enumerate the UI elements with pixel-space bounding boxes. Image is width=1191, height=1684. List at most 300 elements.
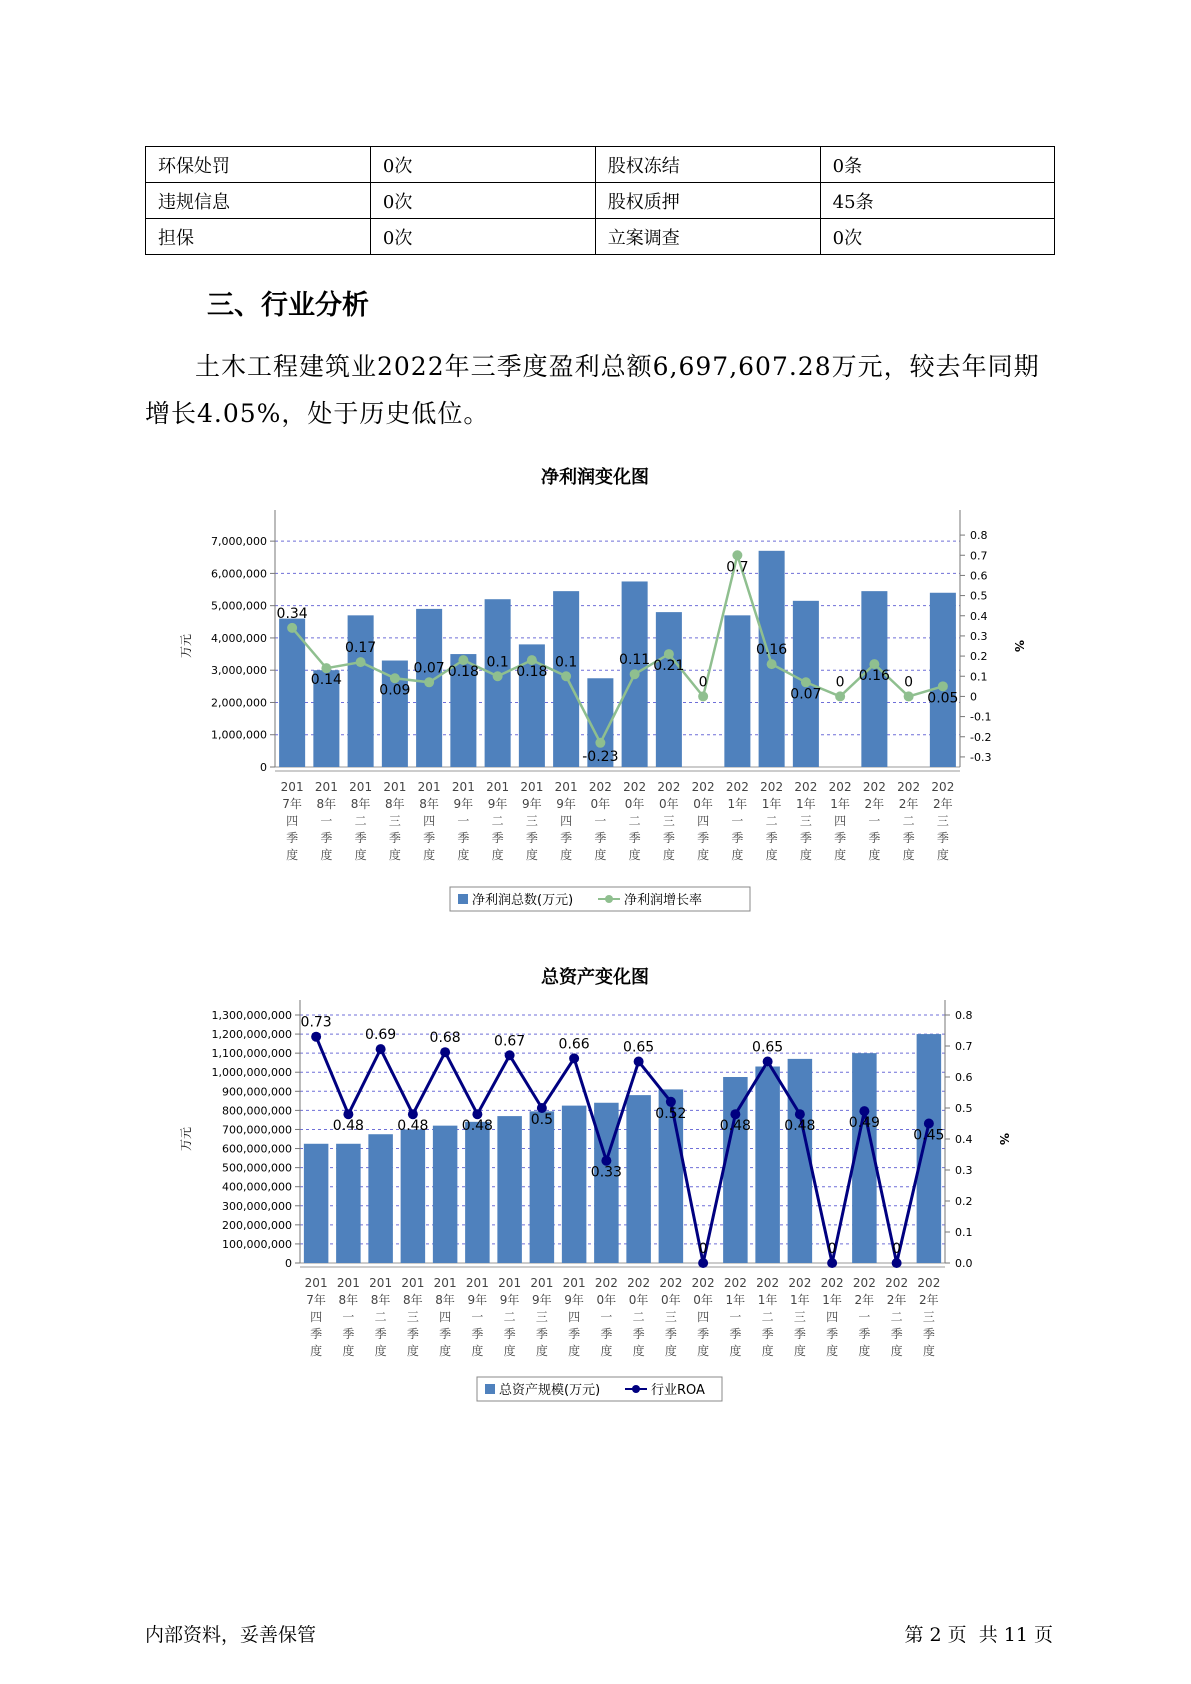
x-tick-label-part: 四 xyxy=(697,814,710,828)
x-tick-label-part: 季 xyxy=(628,831,641,845)
x-tick-label-part: 度 xyxy=(423,848,436,862)
x-tick-label-part: 8年 xyxy=(338,1293,359,1307)
table-label-cell: 环保处罚 xyxy=(146,147,371,183)
table-value-cell: 0次 xyxy=(370,147,595,183)
x-tick-label-part: 度 xyxy=(503,1344,516,1358)
x-tick-label-part: 季 xyxy=(890,1327,903,1341)
data-label: 0.16 xyxy=(756,642,788,659)
x-tick-label-part: 二 xyxy=(765,814,778,828)
x-tick-label-part: 季 xyxy=(525,831,538,845)
x-tick-label-part: 二 xyxy=(354,814,367,828)
x-tick-label-part: 三 xyxy=(664,1310,677,1324)
x-tick-label-part: 202 xyxy=(885,1276,909,1290)
x-tick-label-part: 度 xyxy=(439,1344,452,1358)
x-tick-label-part: 202 xyxy=(659,1276,683,1290)
x-tick-label-part: 季 xyxy=(560,831,573,845)
data-label: 0.52 xyxy=(655,1105,687,1122)
x-tick-label xyxy=(917,1276,940,1358)
x-tick-label-part: 四 xyxy=(697,1310,710,1324)
x-tick-label-part: 1年 xyxy=(830,797,850,811)
x-tick-label-part: 二 xyxy=(632,1310,645,1324)
x-tick-label xyxy=(756,1276,779,1358)
table-row xyxy=(146,219,1055,255)
x-tick-label-part: 201 xyxy=(349,780,373,794)
y2-tick-label: 0.5 xyxy=(970,589,988,603)
table-value-cell: 0次 xyxy=(820,219,1054,255)
data-label: 0.1 xyxy=(554,654,578,671)
x-tick-label xyxy=(452,780,475,862)
line-point xyxy=(763,1057,773,1067)
x-tick-label-part: 1年 xyxy=(790,1293,810,1307)
x-tick-label-part: 一 xyxy=(868,814,881,828)
x-tick-label-part: 202 xyxy=(691,780,715,794)
x-tick-label-part: 季 xyxy=(799,831,812,845)
x-tick-label-part: 一 xyxy=(731,814,744,828)
line-point xyxy=(698,1258,708,1268)
x-tick-label xyxy=(305,1276,328,1358)
table-value-cell: 45条 xyxy=(820,183,1054,219)
legend-line-marker xyxy=(632,1385,640,1393)
x-tick-label-part: 度 xyxy=(525,848,538,862)
x-tick-label-part: 201 xyxy=(304,1276,328,1290)
x-tick-label-part: 季 xyxy=(936,831,949,845)
x-tick-label-part: 9年 xyxy=(564,1293,584,1307)
bar xyxy=(626,1095,651,1263)
x-tick-label xyxy=(788,1276,811,1358)
x-tick-label-part: 201 xyxy=(520,780,544,794)
data-label: 0.68 xyxy=(429,1030,461,1047)
bar xyxy=(433,1126,458,1263)
x-tick-label-part: 8年 xyxy=(370,1293,391,1307)
x-tick-label-part: 8年 xyxy=(316,797,337,811)
x-tick-label-part: 四 xyxy=(834,814,847,828)
x-tick-label-part: 度 xyxy=(799,848,812,862)
data-label: 0.48 xyxy=(719,1118,751,1135)
line-point xyxy=(561,671,571,681)
y2-tick-label: 0.6 xyxy=(955,1071,973,1084)
x-tick-label-part: 度 xyxy=(697,1344,710,1358)
x-tick-label xyxy=(498,1276,521,1358)
x-tick-label-part: 1年 xyxy=(822,1293,842,1307)
x-tick-label-part: 四 xyxy=(826,1310,839,1324)
y-tick-label: 0 xyxy=(285,1257,292,1270)
x-tick-label-part: 201 xyxy=(530,1276,554,1290)
x-tick-label-part: 202 xyxy=(657,780,681,794)
bar xyxy=(594,1103,619,1263)
data-label: 0.16 xyxy=(858,668,890,685)
x-tick-label xyxy=(589,780,612,862)
y-tick-label: 1,000,000,000 xyxy=(211,1066,292,1080)
x-tick-label-part: 度 xyxy=(731,848,744,862)
x-tick-label-part: 四 xyxy=(423,814,436,828)
y2-tick-label: 0.8 xyxy=(955,1009,973,1022)
x-tick-label-part: 201 xyxy=(486,780,510,794)
x-tick-label xyxy=(794,780,817,862)
y2-tick-label: 0.3 xyxy=(970,629,988,643)
y2-tick-label: 0.4 xyxy=(955,1133,973,1146)
x-tick-label-part: 度 xyxy=(354,848,367,862)
x-tick-label-part: 201 xyxy=(369,1276,393,1290)
x-tick-label-part: 季 xyxy=(388,831,401,845)
x-tick-label-part: 季 xyxy=(697,1327,710,1341)
x-tick-label-part: 202 xyxy=(852,1276,876,1290)
line-point xyxy=(440,1047,450,1057)
line-point xyxy=(630,669,640,679)
bar xyxy=(497,1116,522,1263)
data-label: 0.7 xyxy=(726,559,749,576)
x-tick-label xyxy=(885,1276,908,1358)
x-tick-label xyxy=(821,1276,844,1358)
x-tick-label xyxy=(520,780,543,862)
x-tick-label-part: 度 xyxy=(342,1344,355,1358)
x-tick-label-part: 二 xyxy=(902,814,915,828)
x-tick-label-part: 1年 xyxy=(725,1293,746,1307)
x-tick-label xyxy=(726,780,749,862)
y2-tick-label: 0.7 xyxy=(955,1040,973,1053)
x-tick-label-part: 201 xyxy=(336,1276,360,1290)
x-tick-label-part: 度 xyxy=(826,1344,839,1358)
x-tick-label xyxy=(692,780,715,862)
x-tick-label-part: 201 xyxy=(401,1276,425,1290)
x-tick-label-part: 7年 xyxy=(306,1293,326,1307)
x-tick-label-part: 8年 xyxy=(385,797,405,811)
data-label: 0 xyxy=(835,674,845,691)
legend-bar-label: 总资产规模(万元) xyxy=(499,1383,601,1398)
x-tick-label-part: 度 xyxy=(491,848,504,862)
y-tick-label: 300,000,000 xyxy=(222,1199,292,1213)
bar xyxy=(304,1144,329,1263)
x-tick-label-part: 二 xyxy=(503,1310,516,1324)
table-label-cell: 股权冻结 xyxy=(595,147,820,183)
y2-tick-label: 0.0 xyxy=(955,1257,973,1270)
data-label: 0.17 xyxy=(345,640,377,657)
x-tick-label-part: 三 xyxy=(936,814,949,828)
y-tick-label: 1,200,000,000 xyxy=(211,1028,292,1042)
x-tick-label-part: 度 xyxy=(535,1344,548,1358)
x-tick-label-part: 9年 xyxy=(467,1293,488,1307)
x-tick-label-part: 度 xyxy=(457,848,470,862)
x-tick-label-part: 度 xyxy=(320,848,333,862)
x-tick-label-part: 0年 xyxy=(590,797,611,811)
x-tick-label-part: 季 xyxy=(793,1327,806,1341)
x-tick-label-part: 季 xyxy=(568,1327,581,1341)
y-tick-label: 900,000,000 xyxy=(222,1085,292,1099)
y-tick-label: 0 xyxy=(260,761,267,774)
y-axis-label: 万元 xyxy=(179,633,193,659)
x-tick-label-part: 度 xyxy=(697,848,710,862)
x-tick-label-part: 202 xyxy=(862,780,886,794)
bar xyxy=(788,1059,813,1263)
y2-axis-label: % xyxy=(997,1132,1011,1146)
data-label: -0.23 xyxy=(582,748,619,765)
y2-tick-label: 0.7 xyxy=(970,549,988,563)
y2-tick-label: 0.6 xyxy=(970,569,988,583)
data-label: 0.5 xyxy=(530,1112,554,1128)
footer-note: 内部资料，妥善保管 xyxy=(145,1624,317,1646)
x-tick-label-part: 一 xyxy=(457,814,470,828)
x-tick-label-part: 9年 xyxy=(522,797,542,811)
x-tick-label-part: 8年 xyxy=(435,1293,455,1307)
y-tick-label: 1,100,000,000 xyxy=(211,1047,292,1061)
data-label: 0.05 xyxy=(927,690,959,707)
x-tick-label-part: 季 xyxy=(374,1327,387,1341)
x-tick-label-part: 季 xyxy=(503,1327,516,1341)
x-tick-label-part: 三 xyxy=(799,814,812,828)
legend-bar-swatch xyxy=(458,894,468,904)
x-tick-label-part: 度 xyxy=(765,848,778,862)
x-tick-label-part: 季 xyxy=(664,1327,677,1341)
bar xyxy=(485,599,511,767)
x-tick-label-part: 三 xyxy=(388,814,401,828)
line-point xyxy=(356,657,366,667)
x-tick-label-part: 季 xyxy=(594,831,607,845)
x-tick-label-part: 0年 xyxy=(628,1293,649,1307)
x-tick-label-part: 度 xyxy=(286,848,299,862)
x-tick-label xyxy=(931,780,954,862)
bar xyxy=(759,551,785,767)
x-tick-label xyxy=(863,780,886,862)
x-tick-label xyxy=(281,780,304,862)
x-tick-label-part: 8年 xyxy=(403,1293,423,1307)
x-tick-label-part: 202 xyxy=(931,780,955,794)
x-tick-label-part: 季 xyxy=(731,831,744,845)
y-tick-label: 6,000,000 xyxy=(211,567,267,581)
y-tick-label: 1,000,000 xyxy=(211,728,267,742)
x-tick-label-part: 四 xyxy=(310,1310,323,1324)
x-tick-label-part: 度 xyxy=(388,848,401,862)
line-point xyxy=(892,1258,902,1268)
legend-bar-swatch xyxy=(485,1384,495,1394)
data-label: 0.69 xyxy=(365,1027,397,1044)
y-tick-label: 3,000,000 xyxy=(211,664,267,678)
x-tick-label xyxy=(595,1276,618,1358)
x-tick-label-part: 三 xyxy=(793,1310,806,1324)
x-tick-label-part: 季 xyxy=(471,1327,484,1341)
bar xyxy=(917,1034,942,1263)
x-tick-label xyxy=(692,1276,715,1358)
y2-tick-label: 0.3 xyxy=(955,1164,973,1177)
line-point xyxy=(424,677,434,687)
bar xyxy=(930,593,956,767)
page-number: 第 2 页 共 11 页 xyxy=(904,1624,1053,1646)
x-tick-label-part: 季 xyxy=(697,831,710,845)
data-label: 0.45 xyxy=(913,1127,945,1144)
x-tick-label-part: 202 xyxy=(756,1276,780,1290)
x-tick-label-part: 度 xyxy=(310,1344,323,1358)
x-tick-label-part: 三 xyxy=(922,1310,935,1324)
x-tick-label-part: 三 xyxy=(525,814,538,828)
bar xyxy=(416,609,442,767)
x-tick-label-part: 201 xyxy=(433,1276,457,1290)
x-tick-label-part: 202 xyxy=(627,1276,651,1290)
y-axis-label: 万元 xyxy=(179,1126,193,1152)
table-value-cell: 0次 xyxy=(370,219,595,255)
y2-tick-label: -0.3 xyxy=(970,750,992,764)
bar xyxy=(755,1067,780,1263)
x-tick-label-part: 202 xyxy=(917,1276,941,1290)
x-tick-label-part: 一 xyxy=(729,1310,742,1324)
x-tick-label-part: 0年 xyxy=(693,797,713,811)
x-tick-label-part: 度 xyxy=(662,848,675,862)
x-tick-label-part: 202 xyxy=(725,780,749,794)
data-label: 0.33 xyxy=(590,1164,622,1181)
data-label: 0.48 xyxy=(332,1118,364,1135)
x-tick-label-part: 季 xyxy=(354,831,367,845)
data-label: 0.65 xyxy=(623,1039,655,1056)
x-tick-label xyxy=(659,1276,682,1358)
x-tick-label-part: 201 xyxy=(451,780,475,794)
x-tick-label xyxy=(563,1276,586,1358)
y2-tick-label: -0.2 xyxy=(970,730,992,744)
data-label: 0.18 xyxy=(516,664,548,681)
data-label: 0.66 xyxy=(558,1036,590,1053)
y-tick-label: 2,000,000 xyxy=(211,696,267,710)
x-tick-label-part: 0年 xyxy=(661,1293,681,1307)
line-point xyxy=(767,659,777,669)
net-profit-chart xyxy=(145,495,1045,935)
x-tick-label-part: 201 xyxy=(417,780,441,794)
section-paragraph: 土木工程建筑业2022年三季度盈利总额6,697,607.28万元，较去年同期增长4.05%，处于历史低位。 xyxy=(145,352,1040,428)
x-tick-label-part: 季 xyxy=(310,1327,323,1341)
x-tick-label xyxy=(418,780,441,862)
line-point xyxy=(698,691,708,701)
x-tick-label-part: 度 xyxy=(568,1344,581,1358)
bar xyxy=(401,1129,426,1263)
x-tick-label-part: 202 xyxy=(588,780,612,794)
x-tick-label-part: 季 xyxy=(320,831,333,845)
y2-tick-label: 0.2 xyxy=(970,650,988,664)
y2-tick-label: 0.2 xyxy=(955,1195,973,1208)
y2-tick-label: 0.5 xyxy=(955,1102,973,1115)
line-point xyxy=(634,1057,644,1067)
x-tick-label-part: 202 xyxy=(723,1276,747,1290)
x-tick-label-part: 季 xyxy=(761,1327,774,1341)
y2-axis-label: % xyxy=(1012,639,1026,653)
data-label: 0.1 xyxy=(486,654,509,671)
x-tick-label-part: 度 xyxy=(834,848,847,862)
x-tick-label-part: 202 xyxy=(623,780,647,794)
data-label: 0.07 xyxy=(790,686,822,703)
x-tick-label-part: 202 xyxy=(760,780,784,794)
x-tick-label-part: 季 xyxy=(491,831,504,845)
data-label: 0.48 xyxy=(461,1118,493,1135)
x-tick-label-part: 2年 xyxy=(898,797,919,811)
data-label: 0.09 xyxy=(379,682,411,699)
x-tick-label-part: 201 xyxy=(465,1276,489,1290)
chart2-title: 总资产变化图 xyxy=(541,967,649,988)
x-tick-label-part: 季 xyxy=(457,831,470,845)
line-point xyxy=(827,1258,837,1268)
x-tick-label-part: 二 xyxy=(761,1310,774,1324)
x-tick-label-part: 8年 xyxy=(419,797,439,811)
x-tick-label-part: 202 xyxy=(897,780,921,794)
x-tick-label xyxy=(369,1276,392,1358)
bar xyxy=(279,619,305,767)
x-tick-label-part: 度 xyxy=(374,1344,387,1358)
legend-line-marker xyxy=(605,895,613,903)
x-tick-label-part: 季 xyxy=(902,831,915,845)
x-tick-label-part: 8年 xyxy=(350,797,371,811)
x-tick-label xyxy=(337,1276,360,1358)
line-point xyxy=(493,671,503,681)
bar xyxy=(336,1144,361,1263)
y2-tick-label: -0.1 xyxy=(970,710,992,724)
x-tick-label-part: 201 xyxy=(562,1276,586,1290)
x-tick-label-part: 季 xyxy=(632,1327,645,1341)
data-label: 0.48 xyxy=(397,1118,429,1135)
y2-tick-label: 0.8 xyxy=(970,529,988,543)
x-tick-label-part: 四 xyxy=(568,1310,581,1324)
x-tick-label-part: 度 xyxy=(936,848,949,862)
x-tick-label-part: 度 xyxy=(632,1344,645,1358)
x-tick-label-part: 9年 xyxy=(487,797,508,811)
x-tick-label-part: 0年 xyxy=(659,797,679,811)
x-tick-label xyxy=(555,780,578,862)
x-tick-label xyxy=(829,780,852,862)
x-tick-label-part: 季 xyxy=(858,1327,871,1341)
x-tick-label-part: 度 xyxy=(406,1344,419,1358)
x-tick-label-part: 度 xyxy=(922,1344,935,1358)
x-tick-label-part: 季 xyxy=(535,1327,548,1341)
table-label-cell: 立案调查 xyxy=(595,219,820,255)
y-tick-label: 500,000,000 xyxy=(222,1161,292,1175)
bar xyxy=(723,1077,748,1263)
x-tick-label xyxy=(315,780,338,862)
y-tick-label: 7,000,000 xyxy=(211,535,267,549)
x-tick-label-part: 度 xyxy=(890,1344,903,1358)
y-tick-label: 4,000,000 xyxy=(211,631,267,645)
x-tick-label-part: 二 xyxy=(628,814,641,828)
x-tick-label-part: 2年 xyxy=(854,1293,875,1307)
x-tick-label-part: 三 xyxy=(662,814,675,828)
bar xyxy=(562,1106,587,1263)
data-label: 0 xyxy=(698,674,708,691)
line-point xyxy=(311,1032,321,1042)
x-tick-label-part: 季 xyxy=(922,1327,935,1341)
y-tick-label: 700,000,000 xyxy=(222,1123,292,1137)
x-tick-label-part: 1年 xyxy=(796,797,816,811)
x-tick-label xyxy=(486,780,509,862)
x-tick-label-part: 度 xyxy=(858,1344,871,1358)
data-label: 0 xyxy=(698,1241,708,1257)
data-label: 0 xyxy=(904,674,914,691)
data-label: 0.48 xyxy=(784,1118,816,1135)
line-point xyxy=(835,691,845,701)
y2-tick-label: 0.1 xyxy=(970,670,988,684)
line-point xyxy=(595,738,605,748)
y-tick-label: 1,300,000,000 xyxy=(211,1009,292,1022)
x-tick-label-part: 度 xyxy=(594,848,607,862)
risk-info-table xyxy=(145,146,1055,255)
legend-line-label: 行业ROA xyxy=(651,1383,705,1398)
x-tick-label-part: 一 xyxy=(858,1310,871,1324)
y-tick-label: 400,000,000 xyxy=(222,1180,292,1194)
x-tick-label-part: 0年 xyxy=(596,1293,617,1307)
x-tick-label-part: 201 xyxy=(314,780,338,794)
legend-line-label: 净利润增长率 xyxy=(624,893,703,908)
x-tick-label-part: 度 xyxy=(600,1344,613,1358)
x-tick-label-part: 一 xyxy=(600,1310,613,1324)
table-row xyxy=(146,147,1055,183)
x-tick-label-part: 季 xyxy=(342,1327,355,1341)
x-tick-label-part: 202 xyxy=(794,780,818,794)
x-tick-label-part: 四 xyxy=(286,814,299,828)
x-tick-label-part: 度 xyxy=(793,1344,806,1358)
y2-tick-label: 0.4 xyxy=(970,609,988,623)
x-tick-label-part: 一 xyxy=(471,1310,484,1324)
x-tick-label-part: 2年 xyxy=(886,1293,907,1307)
x-tick-label-part: 季 xyxy=(826,1327,839,1341)
